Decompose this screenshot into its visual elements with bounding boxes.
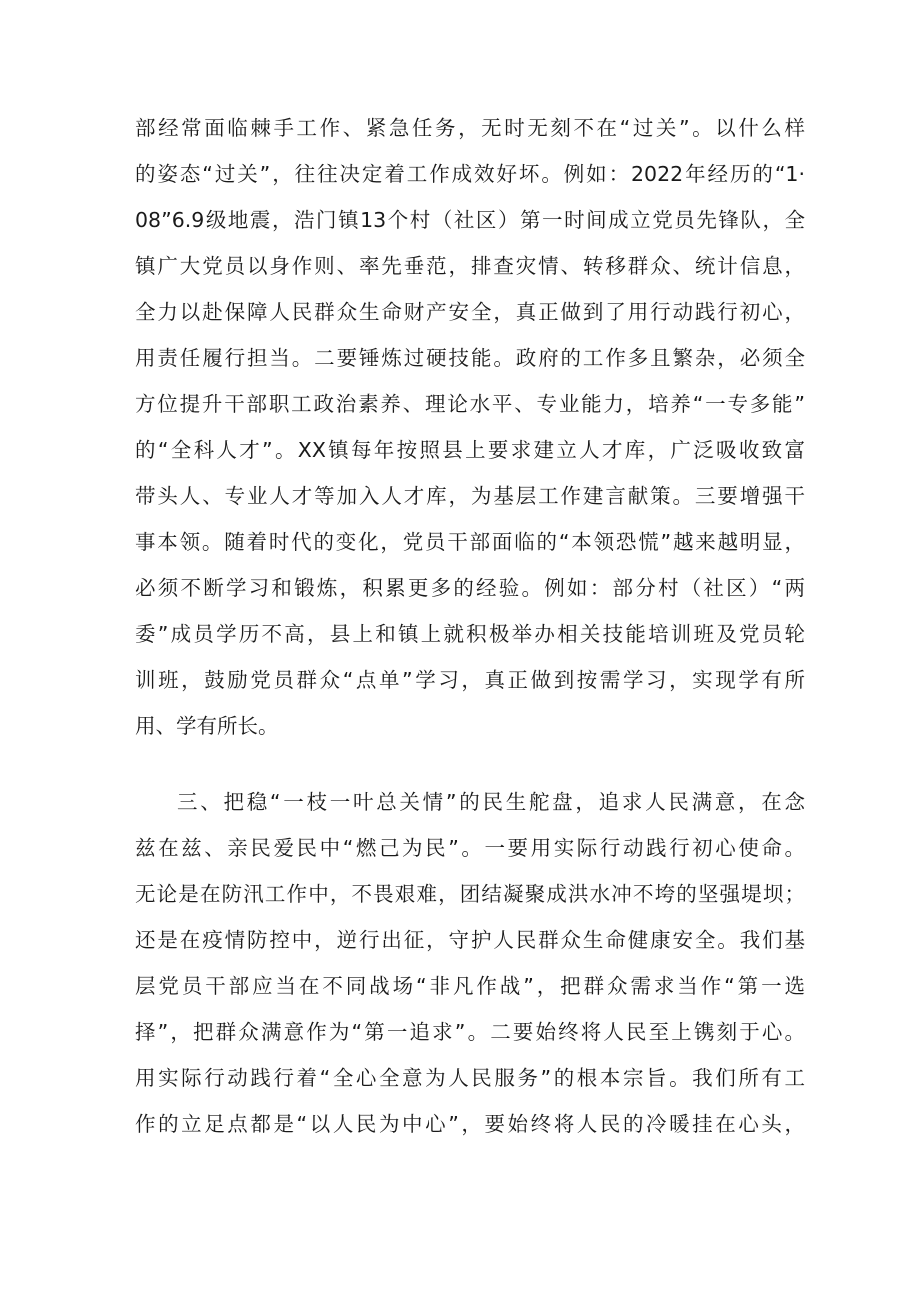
text-line: 部经常面临棘手工作、紧急任务，无时无刻不在“过关”。以什么样 bbox=[135, 116, 805, 140]
text-line: 三、把稳“一枝一叶总关情”的民生舵盘，追求人民满意，在念 bbox=[177, 790, 805, 814]
text-line: 委”成员学历不高，县上和镇上就积极举办相关技能培训班及党员轮 bbox=[135, 622, 805, 646]
text-line: 的姿态“过关”，往往决定着工作成效好坏。例如：2022年经历的“1· bbox=[135, 162, 805, 186]
text-line: 带头人、专业人才等加入人才库，为基层工作建言献策。三要增强干 bbox=[135, 484, 805, 508]
text-line: 镇广大党员以身作则、率先垂范，排查灾情、转移群众、统计信息， bbox=[135, 254, 805, 278]
text-line: 08”6.9级地震，浩门镇13个村（社区）第一时间成立党员先锋队，全 bbox=[135, 208, 805, 232]
text-line: 还是在疫情防控中，逆行出征，守护人民群众生命健康安全。我们基 bbox=[135, 928, 805, 952]
text-line: 用责任履行担当。二要锤炼过硬技能。政府的工作多且繁杂，必须全 bbox=[135, 346, 805, 370]
text-line: 兹在兹、亲民爱民中“燃己为民”。一要用实际行动践行初心使命。 bbox=[135, 836, 805, 860]
text-line: 必须不断学习和锻炼，积累更多的经验。例如：部分村（社区）“两 bbox=[135, 576, 805, 600]
text-line: 作的立足点都是“以人民为中心”，要始终将人民的冷暖挂在心头， bbox=[135, 1112, 805, 1136]
text-line: 方位提升干部职工政治素养、理论水平、专业能力，培养“一专多能” bbox=[135, 392, 805, 416]
text-line: 层党员干部应当在不同战场“非凡作战”，把群众需求当作“第一选 bbox=[135, 974, 805, 998]
paragraph-2 bbox=[135, 779, 805, 1147]
text-line: 训班，鼓励党员群众“点单”学习，真正做到按需学习，实现学有所 bbox=[135, 668, 805, 692]
text-line: 无论是在防汛工作中，不畏艰难，团结凝聚成洪水冲不垮的坚强堤坝； bbox=[135, 882, 805, 906]
text-line: 全力以赴保障人民群众生命财产安全，真正做到了用行动践行初心， bbox=[135, 300, 805, 324]
text-line: 的“全科人才”。XX镇每年按照县上要求建立人才库，广泛吸收致富 bbox=[135, 438, 805, 462]
text-line: 事本领。随着时代的变化，党员干部面临的“本领恐慌”越来越明显， bbox=[135, 530, 805, 554]
paragraph-1 bbox=[135, 105, 805, 749]
text-line: 择”，把群众满意作为“第一追求”。二要始终将人民至上镌刻于心。 bbox=[135, 1020, 805, 1044]
text-line: 用、学有所长。 bbox=[135, 714, 279, 738]
text-line: 用实际行动践行着“全心全意为人民服务”的根本宗旨。我们所有工 bbox=[135, 1066, 805, 1090]
